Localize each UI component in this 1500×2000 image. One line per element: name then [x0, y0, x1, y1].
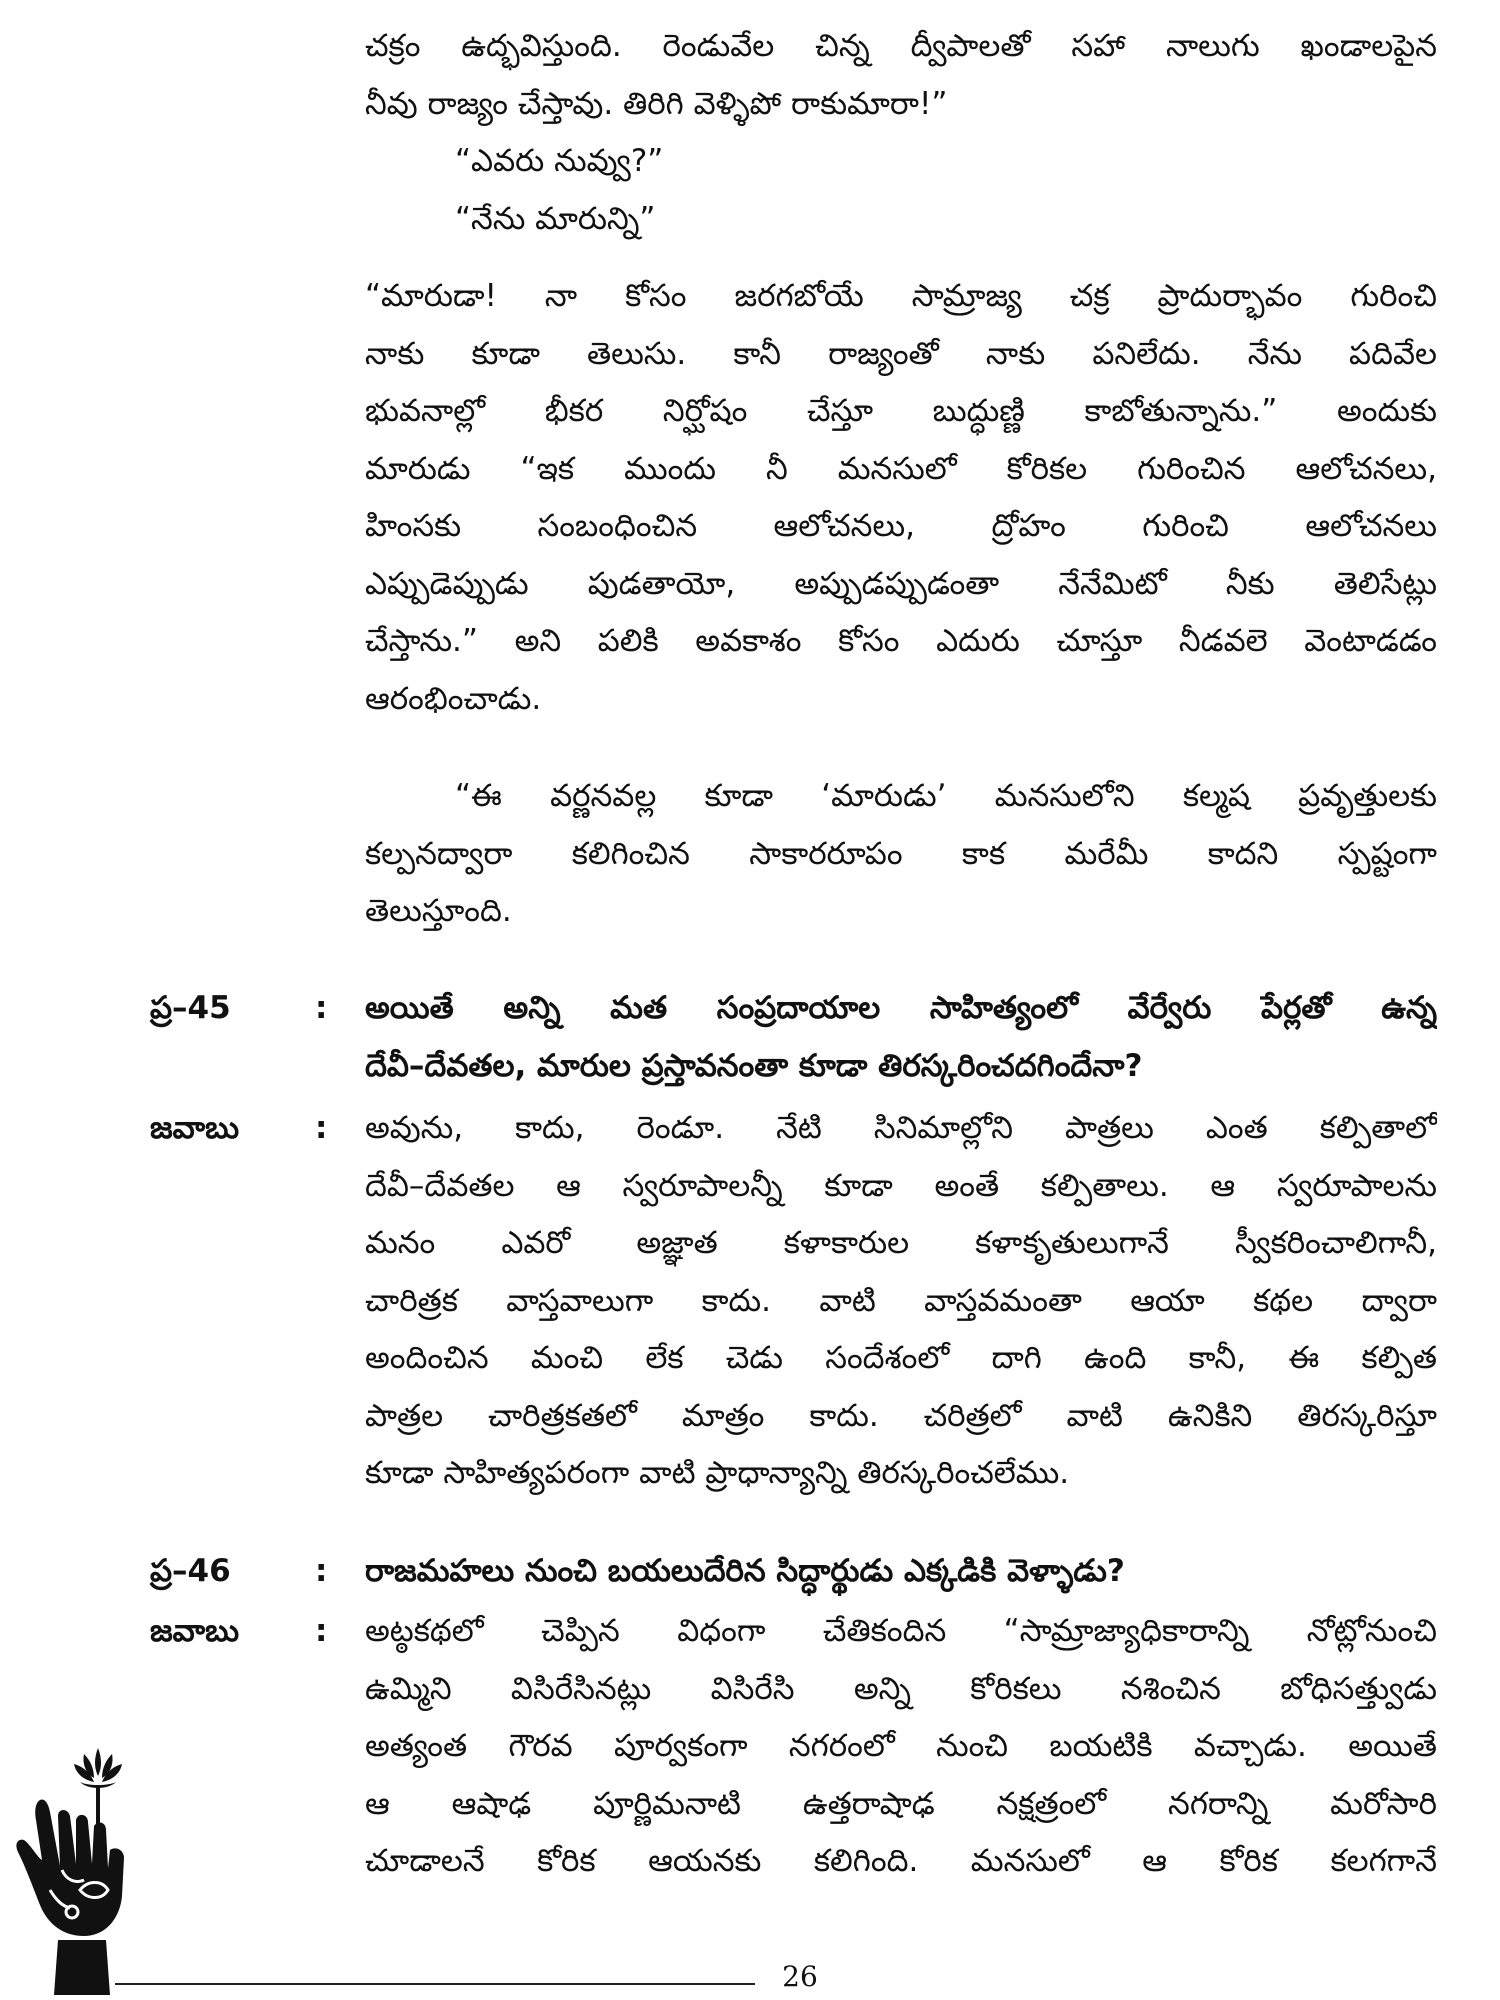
question-label: ప్ర–46: [150, 1553, 231, 1589]
text-line: అందించిన మంచి లేక చెడు సందేశంలో దాగి ఉంది కానీ, ఈ కల్పిత: [365, 1340, 1437, 1376]
text-line: “మారుడా! నా కోసం జరగబోయే సామ్రాజ్య చక్ర ప్రాదుర్భావం గురించి: [365, 278, 1437, 314]
text-line: అట్ఠకథలో చెప్పిన విధంగా చేతికందిన “సామ్రాజ్యాధికారాన్ని నోట్లోనుంచి: [365, 1613, 1437, 1649]
text-line: దేవీ–దేవతల ఆ స్వరూపాలన్నీ కూడా అంతే కల్పితాలు. ఆ స్వరూపాలను: [365, 1167, 1437, 1204]
answer-text: [365, 1603, 1437, 1891]
text-line: పాత్రల చారిత్రకతలో మాత్రం కాదు. చరిత్రలో వాటి ఉనికిని తిరస్కరిస్తూ: [365, 1397, 1437, 1434]
text-line: చేస్తాను.” అని పలికి అవకాశం కోసం ఎదురు చూస్తూ నీడవలె వెంటాడడం: [365, 623, 1437, 659]
question-label: ప్ర–45: [150, 990, 231, 1026]
paragraph-2: [365, 768, 1437, 941]
text-line: నాకు కూడా తెలుసు. కానీ రాజ్యంతో నాకు పనిలేదు. నేను పదివేల: [365, 335, 1437, 372]
colon: :: [315, 990, 328, 1026]
colon: :: [315, 1553, 328, 1589]
text-line: చూడాలనే కోరిక ఆయనకు కలిగింది. మనసులో ఆ కోరిక కలగగానే: [365, 1843, 1437, 1879]
text-line: దేవీ–దేవతల, మారుల ప్రస్తావనంతా కూడా తిరస్కరించదగిందేనా?: [365, 1047, 1143, 1084]
text-line: కూడా సాహిత్యపరంగా వాటి ప్రాధాన్యాన్ని తిరస్కరించలేము.: [365, 1455, 1070, 1491]
question-text: [365, 980, 1437, 1095]
text-line: అయితే అన్ని మత సంప్రదాయాల సాహిత్యంలో వేర్వేరు పేర్లతో ఉన్న: [365, 990, 1437, 1026]
text-line: అత్యంత గౌరవ పూర్వకంగా నగరంలో నుంచి బయటికి వచ్చాడు. అయితే: [365, 1728, 1437, 1764]
text-line: నీవు రాజ్యం చేస్తావు. తిరిగి వెళ్ళిపో రాకుమారా!”: [365, 85, 948, 122]
intro-text: [365, 18, 1437, 248]
text-line: ఆ ఆషాఢ పూర్ణిమనాటి ఉత్తరాషాఢ నక్షత్రంలో నగరాన్ని మరోసారి: [365, 1785, 1437, 1822]
colon: :: [315, 1110, 328, 1146]
text-line: ఉమ్మిని విసిరేసినట్లు విసిరేసి అన్ని కోరికలు నశించిన బోధిసత్త్వుడు: [365, 1670, 1437, 1707]
question-46: [150, 1543, 1437, 1603]
answer-text: [365, 1100, 1437, 1503]
text-line: “ఈ వర్ణనవల్ల కూడా ‘మారుడు’ మనసులోని కల్మష ప్రవృత్తులకు: [455, 778, 1437, 814]
text-line: ఎప్పుడెప్పుడు పుడతాయో, అప్పుడప్పుడంతా నేనేమిటో నీకు తెలిసేట్లు: [365, 565, 1437, 602]
dialogue-line: “నేను మారున్ని”: [455, 200, 656, 237]
text-line: అవును, కాదు, రెండూ. నేటి సినిమాల్లోని పాత్రలు ఎంత కల్పితాలో: [365, 1110, 1437, 1146]
text-line: చారిత్రక వాస్తవాలుగా కాదు. వాటి వాస్తవమంతా ఆయా కథల ద్వారా: [365, 1282, 1437, 1319]
text-line: తెలుస్తూంది.: [365, 893, 512, 929]
text-line: హింసకు సంబంధించిన ఆలోచనలు, ద్రోహం గురించి ఆలోచనలు: [365, 508, 1437, 544]
text-line: ఆరంభించాడు.: [365, 680, 542, 717]
dialogue-line: “ఎవరు నువ్వు?”: [455, 143, 664, 179]
text-line: మారుడు “ఇక ముందు నీ మనసులో కోరికల గురించిన ఆలోచనలు,: [365, 450, 1437, 487]
text-line: మనం ఎవరో అజ్ఞాత కళాకారుల కళాకృతులుగానే స్వీకరించాలిగానీ,: [365, 1225, 1437, 1261]
footer-rule: [115, 1983, 755, 1985]
text-line: రాజమహలు నుంచి బయలుదేరిన సిద్ధార్థుడు ఎక్కడికి వెళ్ళాడు?: [365, 1553, 1125, 1589]
answer-label: జవాబు: [150, 1613, 240, 1649]
question-text: [365, 1543, 1437, 1601]
answer-45: [150, 1100, 1437, 1510]
lotus-hand-mudra-icon: [10, 1740, 135, 1995]
answer-46: [150, 1603, 1437, 1903]
question-45: [150, 980, 1437, 1100]
answer-label: జవాబు: [150, 1110, 240, 1146]
text-line: కల్పనద్వారా కలిగించిన సాకారరూపం కాక మరేమీ కాదని స్పష్టంగా: [365, 835, 1437, 872]
page-number: 26: [782, 1960, 818, 1993]
text-line: చక్రం ఉద్భవిస్తుంది. రెండువేల చిన్న ద్వీపాలతో సహా నాలుగు ఖండాలపైన: [365, 28, 1437, 64]
colon: :: [315, 1613, 328, 1649]
text-line: భువనాల్లో భీకర నిర్ఘోషం చేస్తూ బుద్ధుణ్ణి కాబోతున్నాను.” అందుకు: [365, 393, 1437, 429]
paragraph-1: [365, 268, 1437, 728]
